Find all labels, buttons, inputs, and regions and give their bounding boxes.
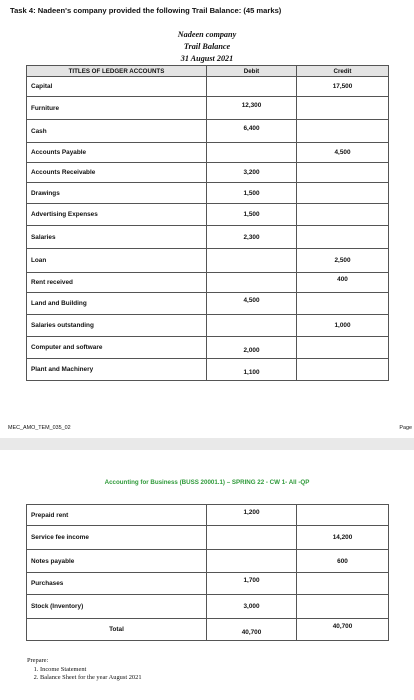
account-cell: Accounts Payable — [27, 143, 207, 163]
account-cell: Plant and Machinery — [27, 359, 207, 381]
account-cell: Prepaid rent — [27, 505, 207, 526]
prepare-item-balance-sheet: 2. Balance Sheet for the year August 2021 — [40, 674, 142, 683]
debit-cell — [207, 315, 297, 337]
table-row — [27, 183, 389, 204]
table-row — [27, 550, 389, 573]
debit-cell — [207, 550, 297, 573]
credit-cell — [297, 120, 389, 143]
column-header-debit: Debit — [207, 66, 297, 77]
account-cell: Notes payable — [27, 550, 207, 573]
credit-cell — [297, 204, 389, 226]
table-row — [27, 595, 389, 619]
task-heading: Task 4: Nadeen's company provided the following Trail Balance: (45 marks) — [10, 6, 282, 15]
debit-cell: 6,400 — [207, 120, 297, 143]
account-cell: Accounts Receivable — [27, 163, 207, 183]
debit-cell: 2,000 — [207, 337, 297, 359]
account-cell: Service fee income — [27, 526, 207, 550]
debit-cell: 1,100 — [207, 359, 297, 381]
credit-cell: 400 — [297, 273, 389, 293]
debit-cell: 4,500 — [207, 293, 297, 315]
total-credit: 40,700 — [297, 619, 389, 641]
debit-cell — [207, 143, 297, 163]
table-row — [27, 337, 389, 359]
total-label: Total — [27, 619, 207, 641]
prepare-instructions — [27, 657, 142, 683]
debit-cell: 1,200 — [207, 505, 297, 526]
table-row — [27, 143, 389, 163]
table-row — [27, 359, 389, 381]
account-cell: Salaries outstanding — [27, 315, 207, 337]
debit-cell: 3,200 — [207, 163, 297, 183]
table-row — [27, 97, 389, 120]
credit-cell — [297, 183, 389, 204]
account-cell: Cash — [27, 120, 207, 143]
document-code: MEC_AMO_TEM_035_02 — [8, 425, 71, 431]
table-row — [27, 273, 389, 293]
account-cell: Purchases — [27, 573, 207, 595]
column-header-account: TITLES OF LEDGER ACCOUNTS — [27, 66, 207, 77]
debit-cell — [207, 526, 297, 550]
table-row — [27, 77, 389, 97]
total-row — [27, 619, 389, 641]
course-header: Accounting for Business (BUSS 20001.1) – SPRING 22 - CW 1- All -QP — [104, 479, 310, 486]
table-row — [27, 226, 389, 249]
table-header-row — [27, 66, 389, 77]
credit-cell — [297, 573, 389, 595]
account-cell: Computer and software — [27, 337, 207, 359]
credit-cell: 2,500 — [297, 249, 389, 273]
account-cell: Loan — [27, 249, 207, 273]
page-label: Page — [399, 425, 412, 431]
account-cell: Stock (Inventory) — [27, 595, 207, 619]
credit-cell: 17,500 — [297, 77, 389, 97]
account-cell: Advertising Expenses — [27, 204, 207, 226]
table-row — [27, 293, 389, 315]
table-row — [27, 505, 389, 526]
total-debit: 40,700 — [207, 619, 297, 641]
debit-cell: 12,300 — [207, 97, 297, 120]
column-header-credit: Credit — [297, 66, 389, 77]
prepare-label: Prepare: — [27, 657, 49, 664]
prepare-list — [27, 666, 142, 683]
table-row — [27, 249, 389, 273]
table-row — [27, 526, 389, 550]
debit-cell: 1,500 — [207, 183, 297, 204]
company-title: Nadeen company — [177, 30, 237, 39]
credit-cell — [297, 359, 389, 381]
credit-cell: 1,000 — [297, 315, 389, 337]
credit-cell — [297, 226, 389, 249]
table-row — [27, 120, 389, 143]
debit-cell: 1,500 — [207, 204, 297, 226]
debit-cell: 2,300 — [207, 226, 297, 249]
debit-cell — [207, 77, 297, 97]
account-cell: Drawings — [27, 183, 207, 204]
credit-cell — [297, 595, 389, 619]
account-cell: Capital — [27, 77, 207, 97]
account-cell: Salaries — [27, 226, 207, 249]
account-cell: Rent received — [27, 273, 207, 293]
account-cell: Land and Building — [27, 293, 207, 315]
credit-cell — [297, 505, 389, 526]
debit-cell — [207, 249, 297, 273]
credit-cell — [297, 163, 389, 183]
table-row — [27, 315, 389, 337]
statement-title: Trail Balance — [183, 42, 231, 51]
debit-cell: 3,000 — [207, 595, 297, 619]
page-break — [0, 438, 414, 450]
credit-cell: 600 — [297, 550, 389, 573]
debit-cell — [207, 273, 297, 293]
credit-cell — [297, 97, 389, 120]
trial-balance-table-page2 — [26, 504, 389, 641]
statement-date: 31 August 2021 — [180, 54, 234, 63]
table-row — [27, 573, 389, 595]
credit-cell: 14,200 — [297, 526, 389, 550]
prepare-item-income-statement: 1. Income Statement — [40, 666, 142, 675]
debit-cell: 1,700 — [207, 573, 297, 595]
table-row — [27, 204, 389, 226]
table-row — [27, 163, 389, 183]
credit-cell: 4,500 — [297, 143, 389, 163]
trial-balance-table-page1 — [26, 65, 389, 381]
credit-cell — [297, 293, 389, 315]
account-cell: Furniture — [27, 97, 207, 120]
credit-cell — [297, 337, 389, 359]
